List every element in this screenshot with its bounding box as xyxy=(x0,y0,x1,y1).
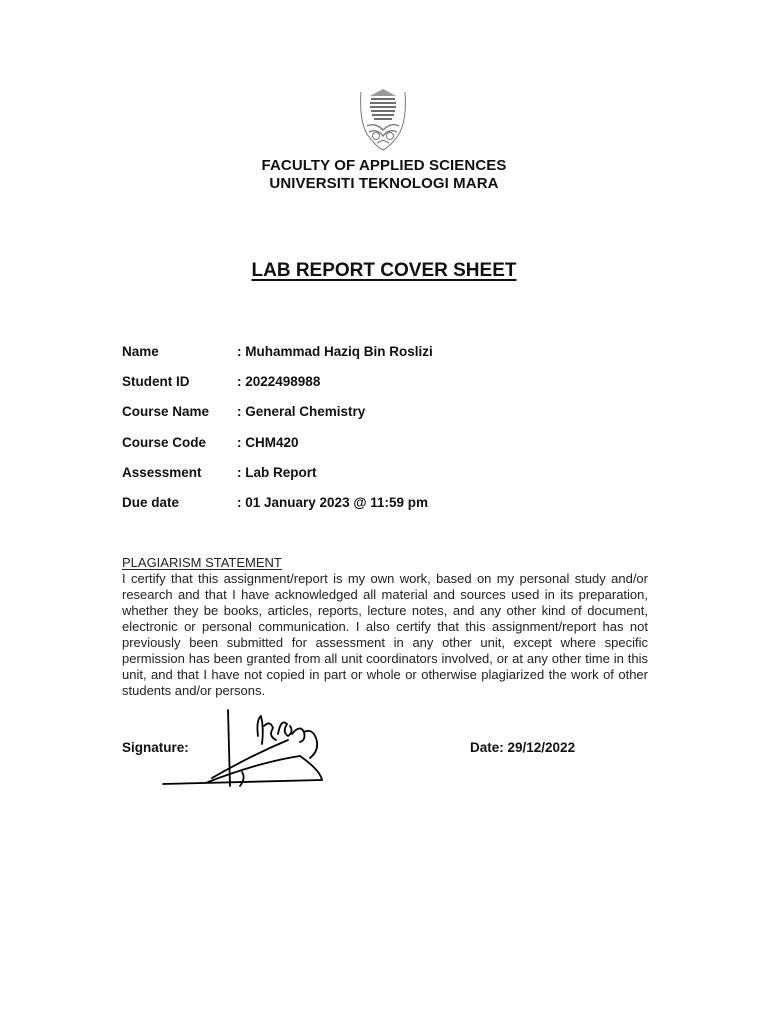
signature-label: Signature: xyxy=(122,740,189,755)
field-label: Course Code xyxy=(122,435,207,450)
faculty-name: FACULTY OF APPLIED SCIENCES xyxy=(261,157,507,174)
field-value: : Lab Report xyxy=(237,465,317,480)
field-label: Name xyxy=(122,344,159,359)
title-text: LAB REPORT COVER SHEET xyxy=(251,260,517,281)
field-value: : CHM420 xyxy=(237,435,299,450)
university-name: UNIVERSITI TEKNOLOGI MARA xyxy=(269,175,499,192)
field-label: Assessment xyxy=(122,465,202,480)
handwritten-signature xyxy=(160,706,335,788)
field-value: : Muhammad Haziq Bin Roslizi xyxy=(237,344,433,359)
page-title xyxy=(0,259,768,283)
plagiarism-statement: I certify that this assignment/report is my own work, based on my personal study and/or research and that I have acknowledged all material and sources used in its preparation, whether they be books, articles, reports, lecture notes, and any other kind of document, electronic or personal communication. I also certify that this assignment/report has not previously been submitted for assessment in any other unit, except where specific permission has been granted from all unit coordinators involved, or at any other time in this unit, and that I have not copied in part or whole or otherwise plagiarized the work of other students and/or persons. xyxy=(122,571,648,698)
field-label: Student ID xyxy=(122,374,190,389)
field-label: Due date xyxy=(122,495,180,510)
date-field: Date: 29/12/2022 xyxy=(470,740,576,755)
plagiarism-heading: PLAGIARISM STATEMENT xyxy=(122,555,282,570)
university-crest-icon xyxy=(355,86,411,152)
field-value: : 01 January 2023 @ 11:59 pm xyxy=(237,495,429,510)
field-value: : 2022498988 xyxy=(237,374,321,389)
field-value: : General Chemistry xyxy=(237,404,366,419)
field-label: Course Name xyxy=(122,404,210,419)
